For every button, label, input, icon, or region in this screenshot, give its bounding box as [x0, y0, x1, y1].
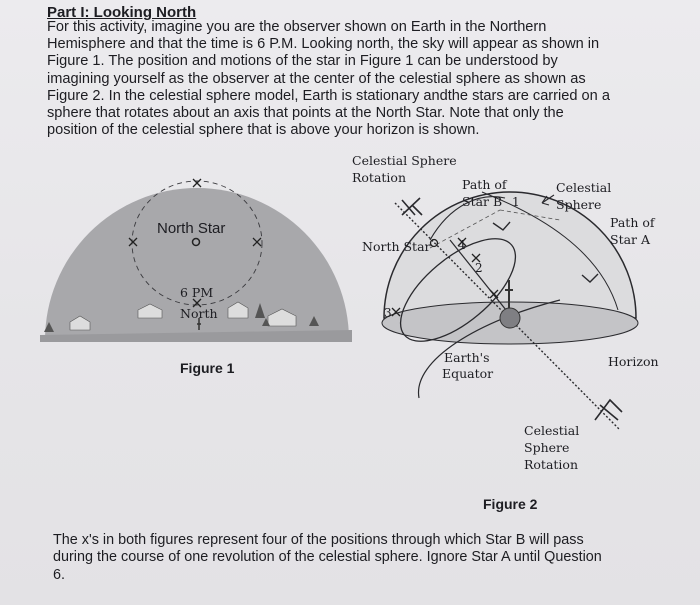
intro-line: imagining yourself as the observer at the center of the celestial sphere as shown as — [47, 70, 586, 87]
intro-line: Figure 2. In the celestial sphere model, Earth is stationary andthe stars are carried on a — [47, 87, 610, 104]
rotation-arrow-bottom — [595, 400, 622, 420]
position-number-3: 3 — [384, 306, 392, 320]
equator-label-line1: Earth's — [444, 350, 490, 365]
footer-paragraph — [53, 532, 653, 584]
figure-2-caption: Figure 2 — [483, 496, 538, 512]
path-star-b-line1: Path of — [462, 177, 507, 192]
figure-1-caption: Figure 1 — [180, 360, 235, 376]
intro-line: position of the celestial sphere that is above your horizon is shown. — [47, 122, 480, 139]
section-heading: Part I: Looking North — [47, 4, 197, 21]
footer-line: The x's in both figures represent four of the positions through which Star B will pass — [53, 532, 584, 548]
celestial-sphere-label-line1: Celestial — [556, 180, 612, 195]
rotation-label-bottom-line1: Celestial — [524, 423, 580, 438]
celestial-sphere-label-line2: Sphere — [556, 197, 602, 212]
path-star-a-line2: Star A — [610, 232, 651, 247]
rotation-label-bottom-line3: Rotation — [524, 457, 579, 472]
footer-line: during the course of one revolution of the celestial sphere. Ignore Star A until Question — [53, 549, 602, 566]
intro-line: For this activity, imagine you are the observer shown on Earth in the Northern — [47, 19, 547, 35]
path-star-a-line1: Path of — [610, 215, 655, 230]
intro-line: Hemisphere and that the time is 6 P.M. Looking north, the sky will appear as shown in — [47, 36, 600, 53]
position-number-2: 2 — [475, 261, 483, 275]
position-number-1: 1 — [512, 195, 520, 209]
earth-globe — [500, 308, 520, 328]
fig2-north-star-label: North Star — [362, 239, 431, 254]
fig1-north-star-label: North Star — [157, 220, 226, 237]
equator-label-line2: Equator — [442, 366, 494, 381]
fig1-direction-label: North — [180, 306, 218, 321]
rotation-label-top-line2: Rotation — [352, 170, 407, 185]
fig1-time-label: 6 PM — [180, 285, 214, 300]
position-number-4: 4 — [458, 238, 466, 252]
footer-line: 6. — [53, 566, 66, 583]
path-star-b-line2: Star B — [462, 194, 503, 209]
rotation-label-bottom-line2: Sphere — [524, 440, 570, 455]
rotation-arrow-top — [402, 198, 422, 215]
intro-line: Figure 1. The position and motions of the star in Figure 1 can be understood by — [47, 53, 558, 70]
intro-line: sphere that rotates about an axis that points at the North Star. Note that only the — [47, 105, 564, 122]
horizon-label: Horizon — [608, 354, 659, 369]
rotation-label-top-line1: Celestial Sphere — [352, 153, 457, 168]
